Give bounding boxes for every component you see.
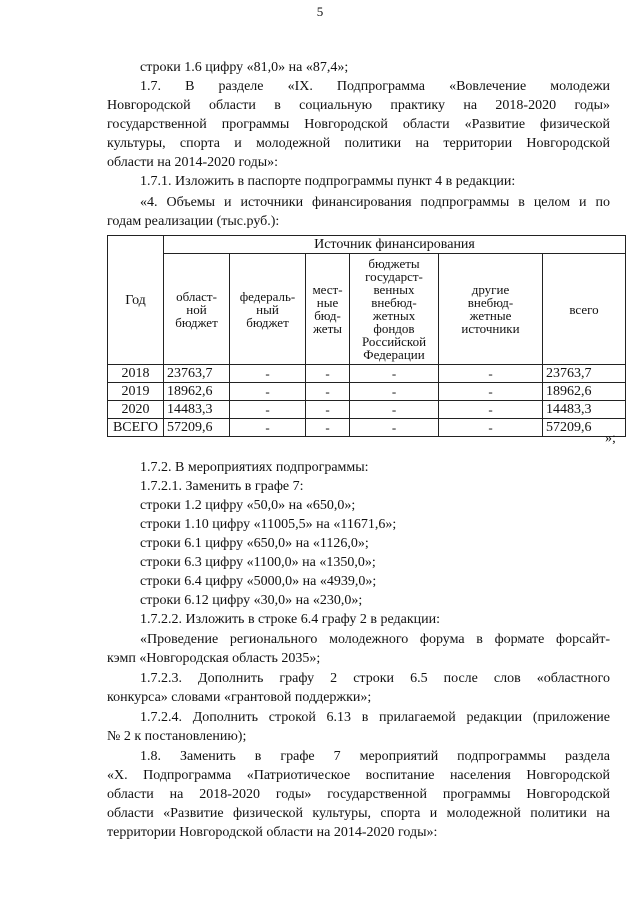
text-line: Новгородской области в социальную практику на 2018-2020 годы» <box>107 98 610 113</box>
cell-year: 2020 <box>108 401 164 419</box>
text-line: кэмп «Новгородская область 2035»; <box>107 651 321 666</box>
column-header-other: другие внебюд- жетные источники <box>439 254 543 365</box>
column-header-year: Год <box>108 236 164 365</box>
text-line: области «Развитие физической культуры, спорта и молодежной политики на <box>107 806 610 821</box>
text-line: строки 6.1 цифру «650,0» на «1126,0»; <box>140 536 369 551</box>
text-line: «Проведение регионального молодежного форума в формате форсайт- <box>140 632 610 647</box>
cell-regional: 57209,6 <box>164 419 230 437</box>
cell-local: - <box>306 401 350 419</box>
text-line: 1.7.1. Изложить в паспорте подпрограммы пункт 4 в редакции: <box>140 174 516 189</box>
cell-total: 18962,6 <box>543 383 626 401</box>
cell-federal: - <box>230 383 306 401</box>
table-row <box>108 365 626 383</box>
cell-other: - <box>439 401 543 419</box>
text-line: культуры, спорта и молодежной политики на территории Новгородской <box>107 136 610 151</box>
column-header-total: всего <box>543 254 626 365</box>
text-line: «X. Подпрограмма «Патриотическое воспитание населения Новгородской <box>107 768 610 783</box>
table-row <box>108 419 626 437</box>
text-line: конкурса» словами «грантовой поддержки»; <box>107 690 372 705</box>
cell-offbudget: - <box>350 419 439 437</box>
cell-year: ВСЕГО <box>108 419 164 437</box>
cell-total: 14483,3 <box>543 401 626 419</box>
text-line: строки 6.4 цифру «5000,0» на «4939,0»; <box>140 574 377 589</box>
column-header-offbudget: бюджеты государст- венных внебюд- жетных фондов Российской Федерации <box>350 254 439 365</box>
text-line: строки 1.2 цифру «50,0» на «650,0»; <box>140 498 356 513</box>
text-line: 1.8. Заменить в графе 7 мероприятий подпрограммы раздела <box>140 749 610 764</box>
text-line: 1.7.2. В мероприятиях подпрограммы: <box>140 460 369 475</box>
text-line: 1.7.2.3. Дополнить графу 2 строки 6.5 после слов «областного <box>140 671 610 686</box>
cell-local: - <box>306 419 350 437</box>
cell-regional: 18962,6 <box>164 383 230 401</box>
column-header-local: мест- ные бюд- жеты <box>306 254 350 365</box>
cell-total: 57209,6 <box>543 419 626 437</box>
text-line: 1.7.2.4. Дополнить строкой 6.13 в прилагаемой редакции (приложение <box>140 710 610 725</box>
cell-year: 2019 <box>108 383 164 401</box>
text-line: государственной программы Новгородской области «Развитие физической <box>107 117 610 132</box>
column-header-federal: федераль- ный бюджет <box>230 254 306 365</box>
text-line: 1.7. В разделе «IX. Подпрограмма «Вовлечение молодежи <box>140 79 610 94</box>
text-line: 1.7.2.1. Заменить в графе 7: <box>140 479 304 494</box>
column-header-regional: област- ной бюджет <box>164 254 230 365</box>
table-row <box>108 401 626 419</box>
cell-federal: - <box>230 401 306 419</box>
cell-regional: 23763,7 <box>164 365 230 383</box>
cell-local: - <box>306 383 350 401</box>
cell-offbudget: - <box>350 401 439 419</box>
text-line: территории Новгородской области на 2014-2020 годы»: <box>107 825 438 840</box>
cell-local: - <box>306 365 350 383</box>
cell-offbudget: - <box>350 383 439 401</box>
page-number: 5 <box>316 4 324 19</box>
cell-other: - <box>439 419 543 437</box>
table-row <box>108 383 626 401</box>
financing-table <box>107 235 626 437</box>
text-line: области на 2014-2020 годы»: <box>107 155 279 170</box>
cell-year: 2018 <box>108 365 164 383</box>
cell-total: 23763,7 <box>543 365 626 383</box>
column-header-source: Источник финансирования <box>164 236 626 254</box>
text-line: № 2 к постановлению); <box>107 729 247 744</box>
text-line: строки 6.3 цифру «1100,0» на «1350,0»; <box>140 555 376 570</box>
text-line: «4. Объемы и источники финансирования подпрограммы в целом и по <box>140 195 610 210</box>
text-line: 1.7.2.2. Изложить в строке 6.4 графу 2 в редакции: <box>140 612 441 627</box>
cell-federal: - <box>230 365 306 383</box>
cell-regional: 14483,3 <box>164 401 230 419</box>
text-line: годам реализации (тыс.руб.): <box>107 214 280 229</box>
cell-other: - <box>439 365 543 383</box>
text-line: области на 2018-2020 годы» государственной программы Новгородской <box>107 787 610 802</box>
cell-federal: - <box>230 419 306 437</box>
cell-offbudget: - <box>350 365 439 383</box>
text-line: строки 6.12 цифру «30,0» на «230,0»; <box>140 593 363 608</box>
table-closing-quote: »; <box>605 431 616 446</box>
cell-other: - <box>439 383 543 401</box>
text-line: строки 1.6 цифру «81,0» на «87,4»; <box>140 60 349 75</box>
text-line: строки 1.10 цифру «11005,5» на «11671,6»; <box>140 517 397 532</box>
